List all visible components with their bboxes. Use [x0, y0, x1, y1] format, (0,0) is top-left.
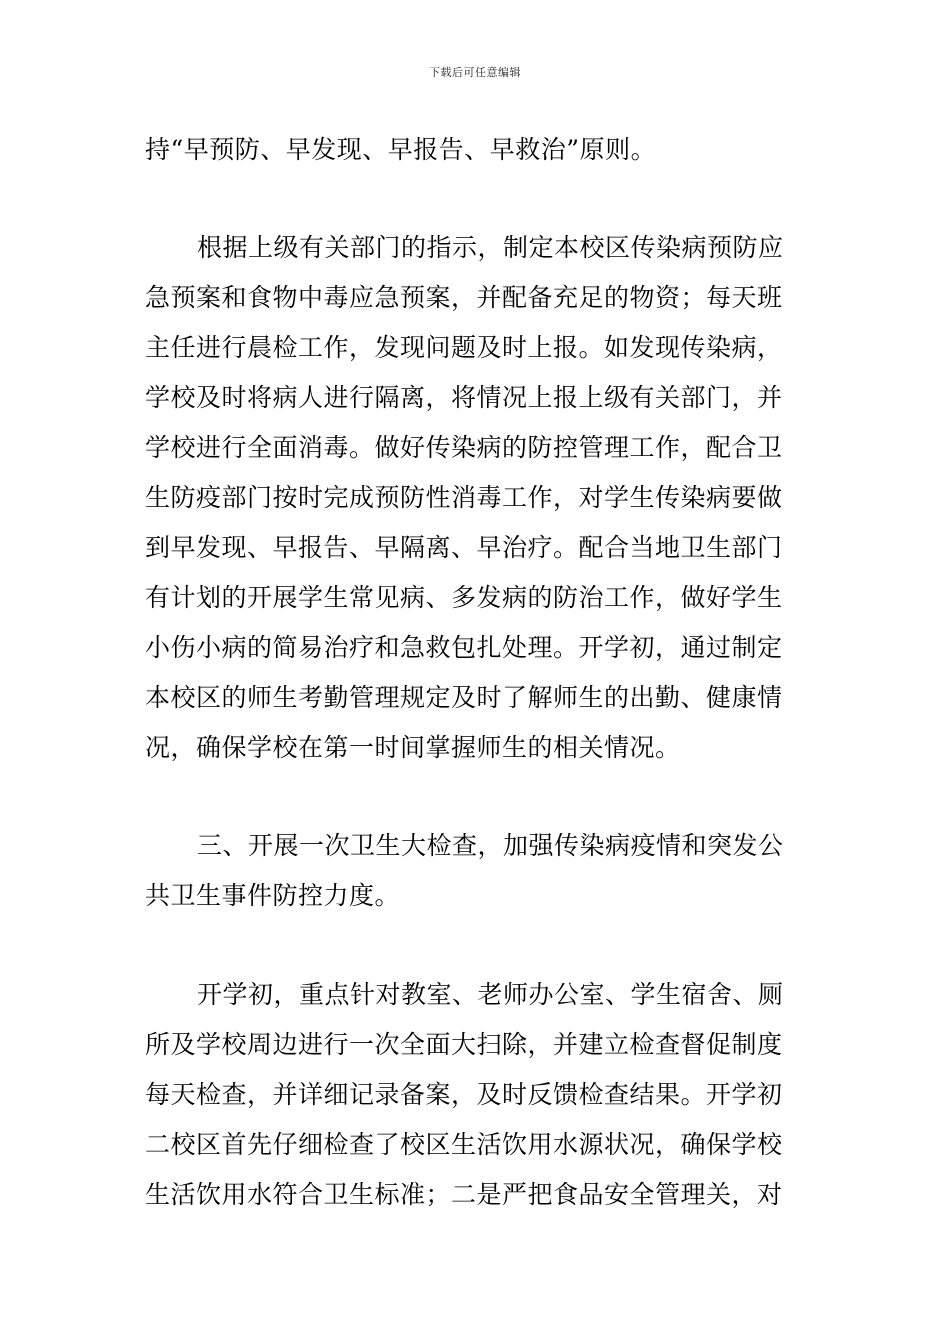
- body-line: 每天检查，并详细记录备案，及时反馈检查结果。开学初: [145, 1080, 783, 1109]
- body-line: 急预案和食物中毒应急预案，并配备充足的物资；每天班: [145, 283, 783, 312]
- body-line: 二校区首先仔细检查了校区生活饮用水源状况，确保学校: [145, 1130, 783, 1159]
- body-line: 持“早预防、早发现、早报告、早救治”原则。: [145, 135, 657, 164]
- body-line: 学校进行全面消毒。做好传染病的防控管理工作，配合卫: [145, 433, 783, 462]
- body-line: 生活饮用水符合卫生标准；二是严把食品安全管理关，对: [145, 1180, 783, 1209]
- body-line: 所及学校周边进行一次全面大扫除，并建立检查督促制度: [145, 1030, 783, 1059]
- body-line: 况，确保学校在第一时间掌握师生的相关情况。: [145, 733, 681, 762]
- section-heading-line: 三、开展一次卫生大检查，加强传染病疫情和突发公: [197, 831, 784, 860]
- body-line: 本校区的师生考勤管理规定及时了解师生的出勤、健康情: [145, 683, 783, 712]
- page-header: 下载后可任意编辑: [429, 66, 521, 79]
- body-line: 到早发现、早报告、早隔离、早治疗。配合当地卫生部门: [145, 533, 783, 562]
- body-line: 学校及时将病人进行隔离，将情况上报上级有关部门，并: [145, 383, 783, 412]
- body-line: 生防疫部门按时完成预防性消毒工作，对学生传染病要做: [145, 483, 783, 512]
- body-line: 主任进行晨检工作，发现问题及时上报。如发现传染病，: [145, 333, 783, 362]
- section-heading-line: 共卫生事件防控力度。: [145, 881, 401, 910]
- body-line: 有计划的开展学生常见病、多发病的防治工作，做好学生: [145, 583, 783, 612]
- paragraph-first-line: 开学初，重点针对教室、老师办公室、学生宿舍、厕: [197, 980, 784, 1009]
- paragraph-first-line: 根据上级有关部门的指示，制定本校区传染病预防应: [197, 233, 784, 262]
- body-line: 小伤小病的简易治疗和急救包扎处理。开学初，通过制定: [145, 633, 783, 662]
